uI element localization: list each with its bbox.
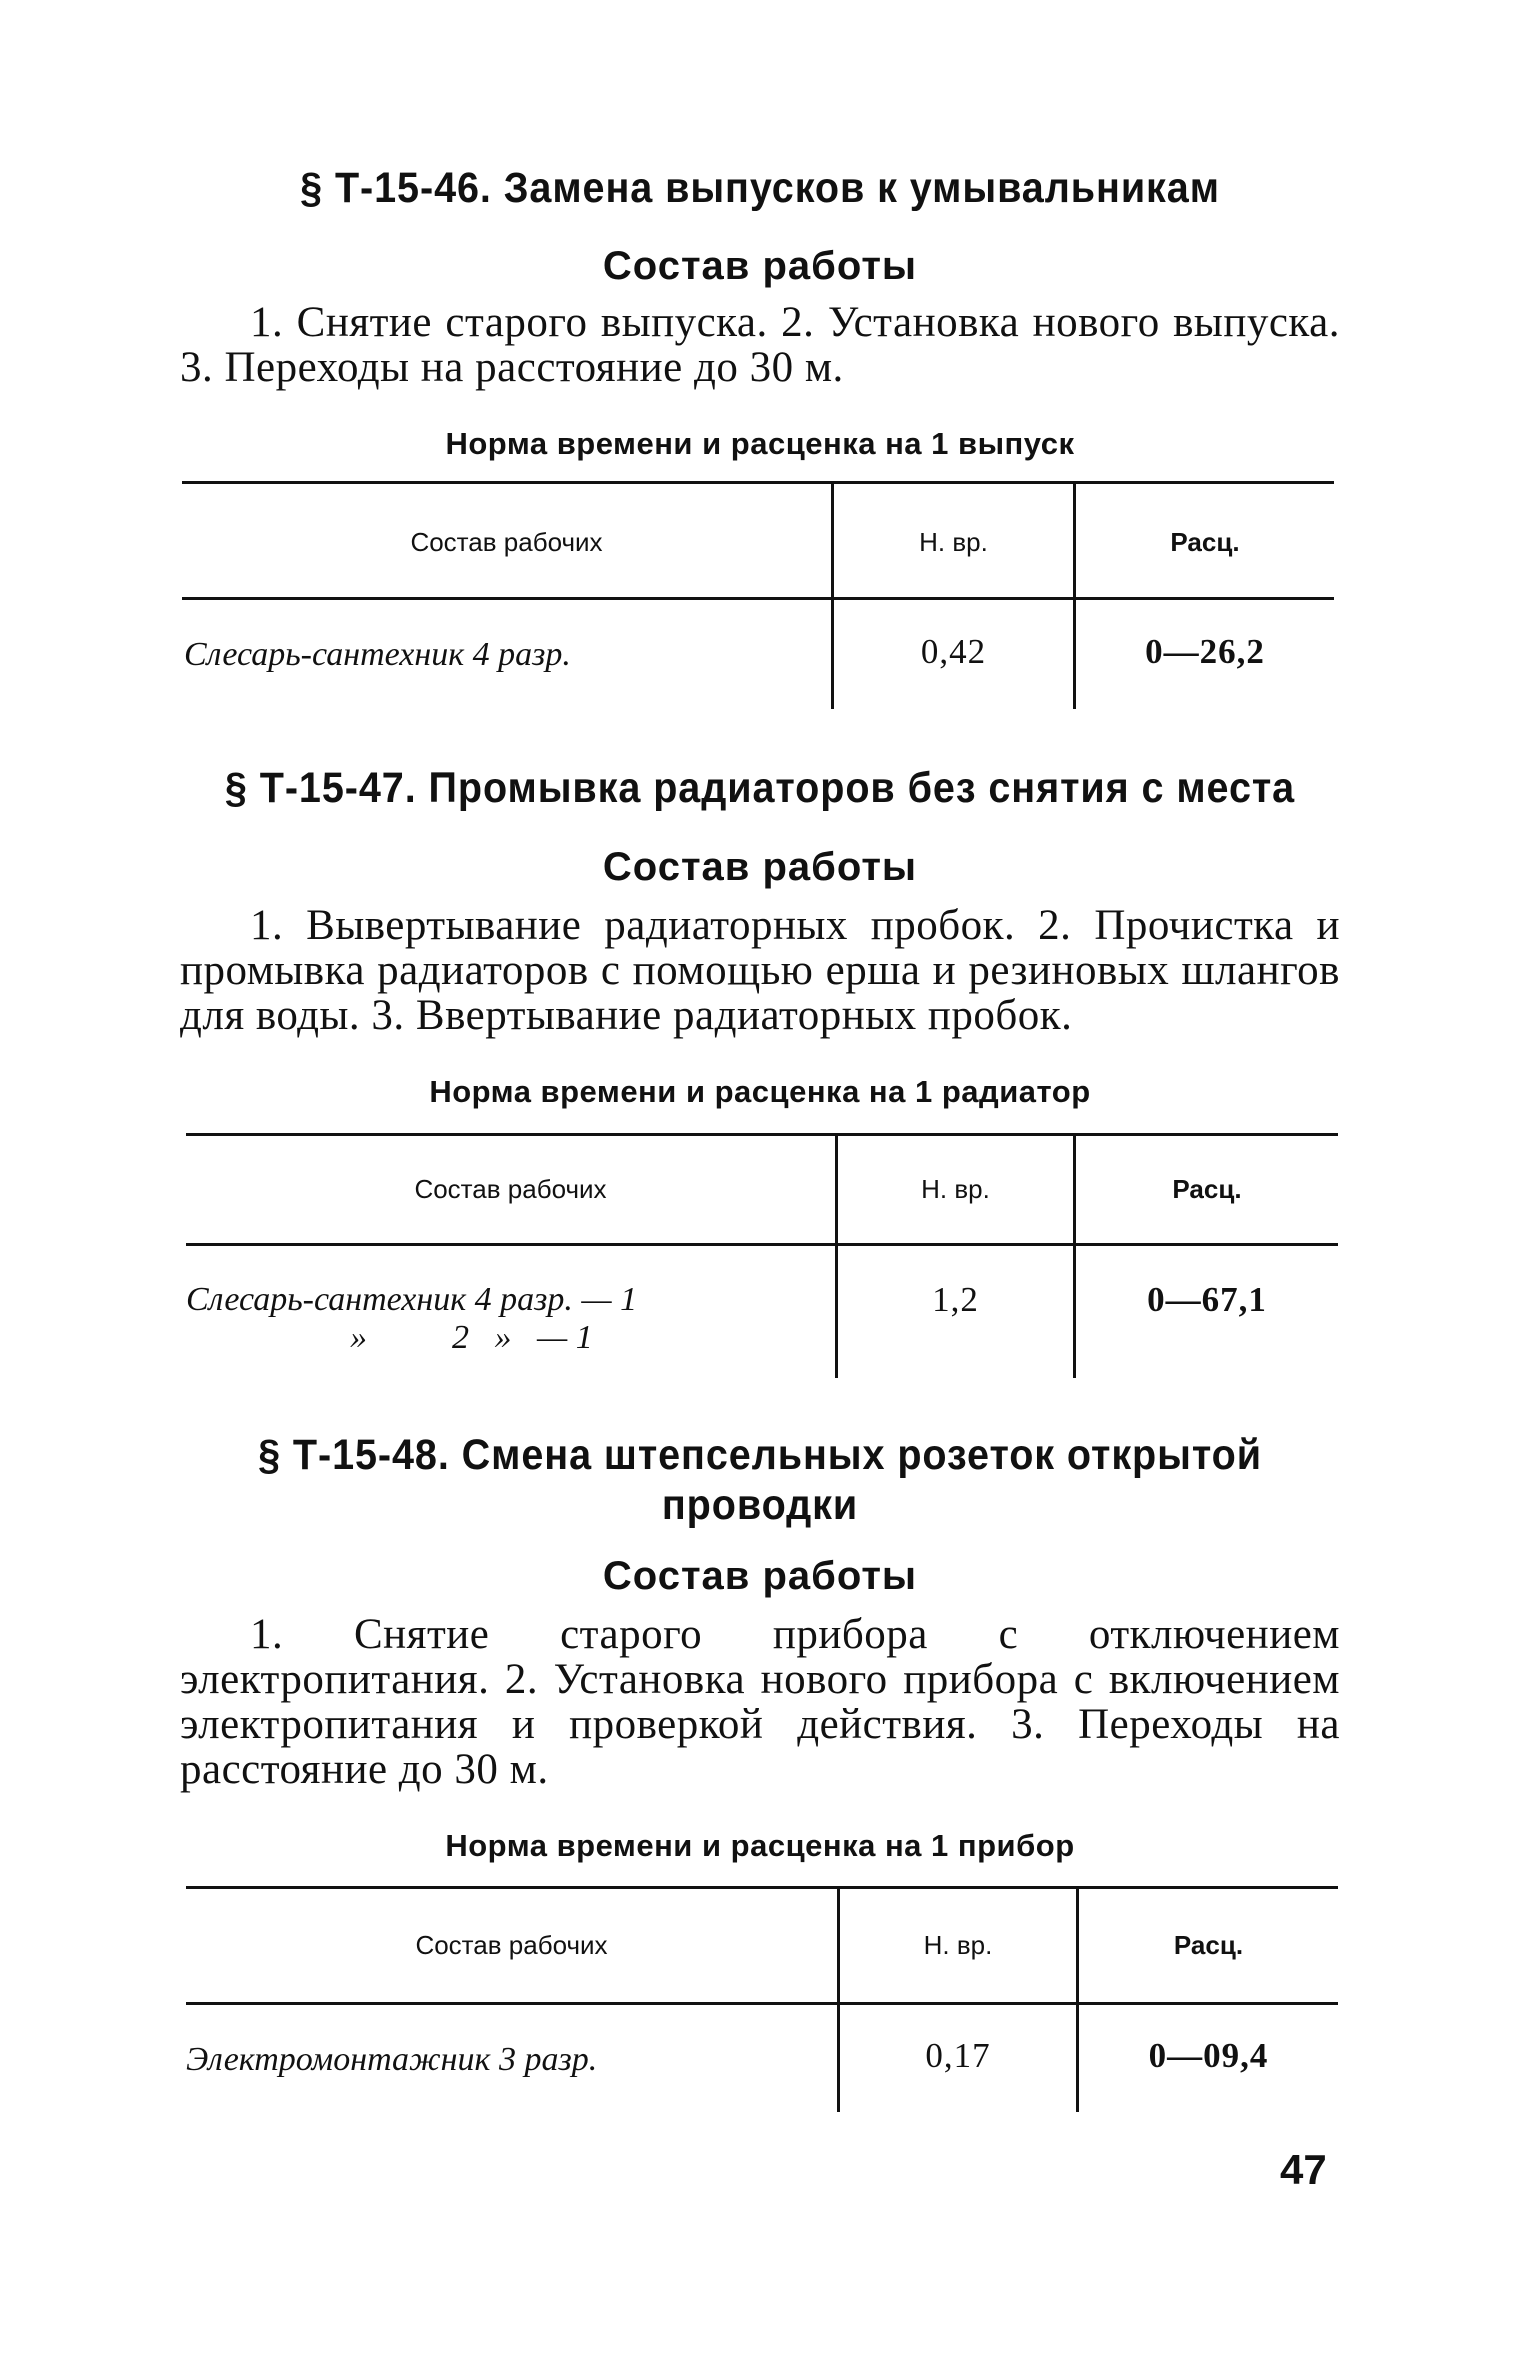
header-rate: Расц. <box>1170 527 1240 557</box>
header-time-norm: Н. вр. <box>923 1930 993 1960</box>
header-rate: Расц. <box>1173 1930 1244 1960</box>
header-workers: Состав рабочих <box>415 1930 608 1960</box>
table-top-rule <box>186 1133 1338 1136</box>
worker-cell: Слесарь-сантехник 4 разр. <box>184 636 571 673</box>
section-title: § Т-15-46. Замена выпусков к умывальникам <box>300 164 1220 212</box>
time-norm-cell: 1,2 <box>932 1280 979 1319</box>
worker-cell: Электромонтажник 3 разр. <box>186 2041 598 2078</box>
table-header-rule <box>182 597 1334 600</box>
page-number: 47 <box>1280 2146 1327 2193</box>
table-header-rule <box>186 2002 1338 2005</box>
work-heading: Состав работы <box>602 1554 918 1598</box>
rate-cell: 0—26,2 <box>1145 632 1265 671</box>
rate-cell: 0—67,1 <box>1147 1280 1267 1319</box>
work-heading: Состав работы <box>602 845 918 889</box>
work-description: 1. Вывертывание радиаторных пробок. 2. Прочистка и промывка радиаторов с помощью ерша и резиновых шлангов для воды. 3. Ввертывание радиаторных пробок. <box>180 902 1340 1039</box>
header-workers: Состав рабочих <box>410 527 603 557</box>
table-header-rule <box>186 1243 1338 1246</box>
section-title: § Т-15-47. Промывка радиаторов без снятия с места <box>224 764 1296 812</box>
time-norm-cell: 0,42 <box>920 632 987 671</box>
norm-heading: Норма времени и расценка на 1 выпуск <box>445 426 1075 461</box>
rate-cell: 0—09,4 <box>1148 2036 1269 2075</box>
work-description: 1. Снятие старого выпуска. 2. Установка нового выпуска. 3. Переходы на расстояние до 30 м. <box>180 299 1340 391</box>
work-heading: Состав работы <box>602 244 918 288</box>
norm-heading: Норма времени и расценка на 1 радиатор <box>429 1074 1091 1109</box>
worker-cell: Слесарь-сантехник 4 разр. — 1 <box>186 1281 638 1318</box>
header-time-norm: Н. вр. <box>919 527 988 557</box>
header-time-norm: Н. вр. <box>921 1174 990 1204</box>
table-top-rule <box>182 481 1334 484</box>
worker-cell-ditto: » 2 » — 1 <box>350 1319 593 1356</box>
header-workers: Состав рабочих <box>414 1174 607 1204</box>
norm-heading: Норма времени и расценка на 1 прибор <box>445 1828 1075 1863</box>
time-norm-cell: 0,17 <box>925 2036 991 2075</box>
section-title: § Т-15-48. Смена штепсельных розеток открытой проводки <box>258 1431 1262 1529</box>
table-top-rule <box>186 1886 1338 1889</box>
header-rate: Расц. <box>1172 1174 1242 1204</box>
work-description: 1. Снятие старого прибора с отключением электропитания. 2. Установка нового прибора с включением электропитания и проверкой действия. 3. Переходы на расстояние до 30 м. <box>180 1611 1340 1793</box>
